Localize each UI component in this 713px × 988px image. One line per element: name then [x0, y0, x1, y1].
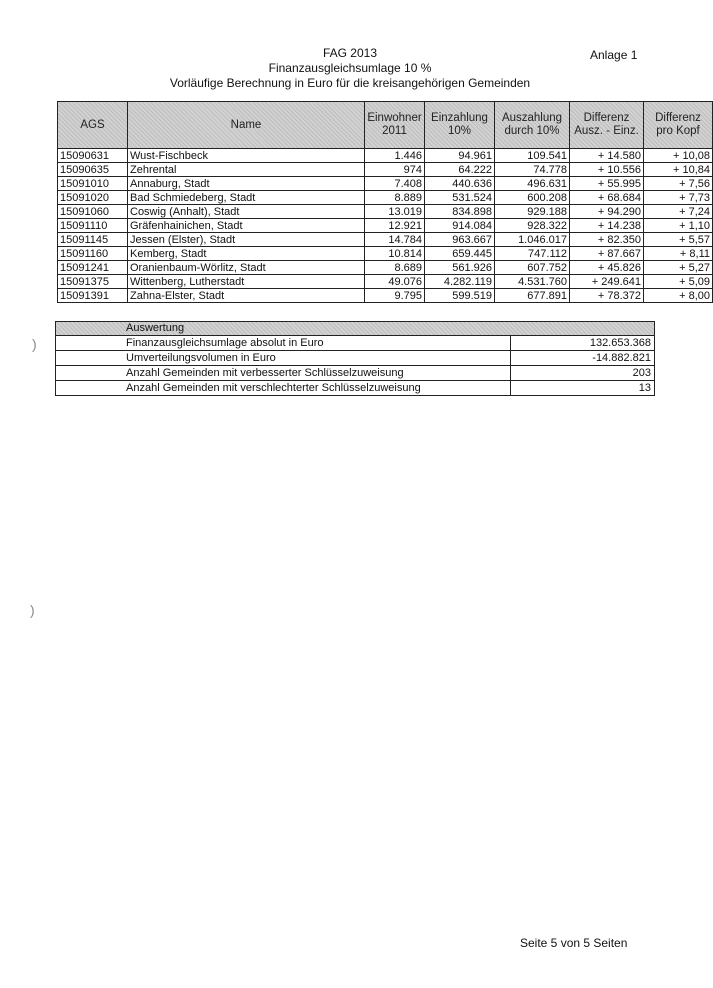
table-header-row [58, 102, 713, 149]
scan-artifact: ) [32, 336, 37, 352]
ags-cell: 15091060 [58, 205, 128, 219]
evaluation-row [56, 381, 655, 396]
value-cell: 599.519 [425, 289, 495, 303]
column-header [495, 102, 570, 149]
annex-label: Anlage 1 [590, 48, 638, 62]
ags-cell: 15091020 [58, 191, 128, 205]
column-header-line: durch 10% [504, 125, 560, 137]
value-cell: 607.752 [495, 261, 570, 275]
table-row [58, 205, 713, 219]
value-cell: 928.322 [495, 219, 570, 233]
evaluation-title: Auswertung [56, 322, 655, 336]
table-row [58, 289, 713, 303]
evaluation-value: 132.653.368 [511, 336, 655, 351]
value-cell: 10.814 [365, 247, 425, 261]
column-header [128, 102, 365, 149]
name-cell: Wittenberg, Lutherstadt [128, 275, 365, 289]
column-header-line: Ausz. - Einz. [574, 125, 639, 137]
evaluation-value: 13 [511, 381, 655, 396]
value-cell: 600.208 [495, 191, 570, 205]
name-cell: Coswig (Anhalt), Stadt [128, 205, 365, 219]
value-cell: + 1,10 [644, 219, 713, 233]
column-header-line: 10% [447, 125, 472, 137]
value-cell: 64.222 [425, 163, 495, 177]
evaluation-label: Finanzausgleichsumlage absolut in Euro [56, 336, 511, 351]
column-header-line: Auszahlung [501, 112, 563, 124]
name-cell: Zehrental [128, 163, 365, 177]
column-header [58, 102, 128, 149]
value-cell: + 8,00 [644, 289, 713, 303]
title-line-2: Finanzausgleichsumlage 10 % [268, 61, 432, 75]
ags-cell: 15091391 [58, 289, 128, 303]
ags-cell: 15091010 [58, 177, 128, 191]
value-cell: + 87.667 [570, 247, 644, 261]
value-cell: + 14.238 [570, 219, 644, 233]
name-cell: Kemberg, Stadt [128, 247, 365, 261]
value-cell: 12.921 [365, 219, 425, 233]
column-header-line: 2011 [382, 125, 407, 137]
table-row [58, 219, 713, 233]
value-cell: + 78.372 [570, 289, 644, 303]
table-row [58, 191, 713, 205]
value-cell: + 5,09 [644, 275, 713, 289]
value-cell: 531.524 [425, 191, 495, 205]
column-header [425, 102, 495, 149]
value-cell: 440.636 [425, 177, 495, 191]
ags-cell: 15090635 [58, 163, 128, 177]
table-row [58, 233, 713, 247]
evaluation-value: 203 [511, 366, 655, 381]
value-cell: + 5,27 [644, 261, 713, 275]
page-number: Seite 5 von 5 Seiten [520, 936, 628, 950]
value-cell: + 7,56 [644, 177, 713, 191]
column-header-line: Einwohner [367, 112, 422, 124]
column-header [644, 102, 713, 149]
value-cell: 914.084 [425, 219, 495, 233]
column-header [570, 102, 644, 149]
table-row [58, 177, 713, 191]
value-cell: 496.631 [495, 177, 570, 191]
name-cell: Gräfenhainichen, Stadt [128, 219, 365, 233]
name-cell: Bad Schmiedeberg, Stadt [128, 191, 365, 205]
value-cell: + 10.556 [570, 163, 644, 177]
scan-artifact: ) [30, 602, 35, 618]
title-line-3: Vorläufige Berechnung in Euro für die kreisangehörigen Gemeinden [169, 76, 531, 90]
evaluation-row [56, 336, 655, 351]
value-cell: 109.541 [495, 149, 570, 163]
title-line-1: FAG 2013 [322, 46, 378, 60]
value-cell: + 82.350 [570, 233, 644, 247]
ags-cell: 15091160 [58, 247, 128, 261]
ags-cell: 15091145 [58, 233, 128, 247]
value-cell: + 5,57 [644, 233, 713, 247]
name-cell: Wust-Fischbeck [128, 149, 365, 163]
value-cell: + 7,24 [644, 205, 713, 219]
value-cell: 929.188 [495, 205, 570, 219]
value-cell: + 8,11 [644, 247, 713, 261]
column-header-line: Einzahlung [431, 112, 488, 124]
value-cell: 7.408 [365, 177, 425, 191]
value-cell: + 7,73 [644, 191, 713, 205]
evaluation-row [56, 366, 655, 381]
value-cell: + 55.995 [570, 177, 644, 191]
table-row [58, 247, 713, 261]
ags-cell: 15091110 [58, 219, 128, 233]
value-cell: 677.891 [495, 289, 570, 303]
table-row [58, 261, 713, 275]
value-cell: 8.889 [365, 191, 425, 205]
ags-cell: 15090631 [58, 149, 128, 163]
value-cell: + 94.290 [570, 205, 644, 219]
table-row [58, 275, 713, 289]
value-cell: 561.926 [425, 261, 495, 275]
column-header-line: Name [230, 118, 262, 131]
value-cell: + 10,08 [644, 149, 713, 163]
value-cell: 9.795 [365, 289, 425, 303]
value-cell: + 249.641 [570, 275, 644, 289]
evaluation-label: Anzahl Gemeinden mit verbesserter Schlüsselzuweisung [56, 366, 511, 381]
municipality-table [57, 101, 713, 303]
value-cell: + 45.826 [570, 261, 644, 275]
column-header-line: AGS [80, 118, 105, 131]
evaluation-header-row [56, 322, 655, 336]
evaluation-label: Umverteilungsvolumen in Euro [56, 351, 511, 366]
value-cell: 74.778 [495, 163, 570, 177]
value-cell: + 14.580 [570, 149, 644, 163]
ags-cell: 15091375 [58, 275, 128, 289]
value-cell: 747.112 [495, 247, 570, 261]
name-cell: Jessen (Elster), Stadt [128, 233, 365, 247]
evaluation-value: -14.882.821 [511, 351, 655, 366]
value-cell: + 68.684 [570, 191, 644, 205]
value-cell: 4.531.760 [495, 275, 570, 289]
value-cell: 94.961 [425, 149, 495, 163]
column-header [365, 102, 425, 149]
value-cell: 974 [365, 163, 425, 177]
table-row [58, 149, 713, 163]
value-cell: 834.898 [425, 205, 495, 219]
value-cell: 8.689 [365, 261, 425, 275]
value-cell: + 10,84 [644, 163, 713, 177]
value-cell: 963.667 [425, 233, 495, 247]
column-header-line: Differenz [583, 112, 630, 124]
value-cell: 1.446 [365, 149, 425, 163]
table-row [58, 163, 713, 177]
value-cell: 14.784 [365, 233, 425, 247]
column-header-line: Differenz [655, 112, 701, 124]
evaluation-table [55, 321, 655, 396]
evaluation-row [56, 351, 655, 366]
column-header-line: pro Kopf [656, 125, 700, 137]
ags-cell: 15091241 [58, 261, 128, 275]
value-cell: 1.046.017 [495, 233, 570, 247]
value-cell: 13.019 [365, 205, 425, 219]
value-cell: 659.445 [425, 247, 495, 261]
table-body [58, 149, 713, 303]
evaluation-label: Anzahl Gemeinden mit verschlechterter Schlüsselzuweisung [56, 381, 511, 396]
name-cell: Annaburg, Stadt [128, 177, 365, 191]
value-cell: 4.282.119 [425, 275, 495, 289]
name-cell: Oranienbaum-Wörlitz, Stadt [128, 261, 365, 275]
value-cell: 49.076 [365, 275, 425, 289]
name-cell: Zahna-Elster, Stadt [128, 289, 365, 303]
